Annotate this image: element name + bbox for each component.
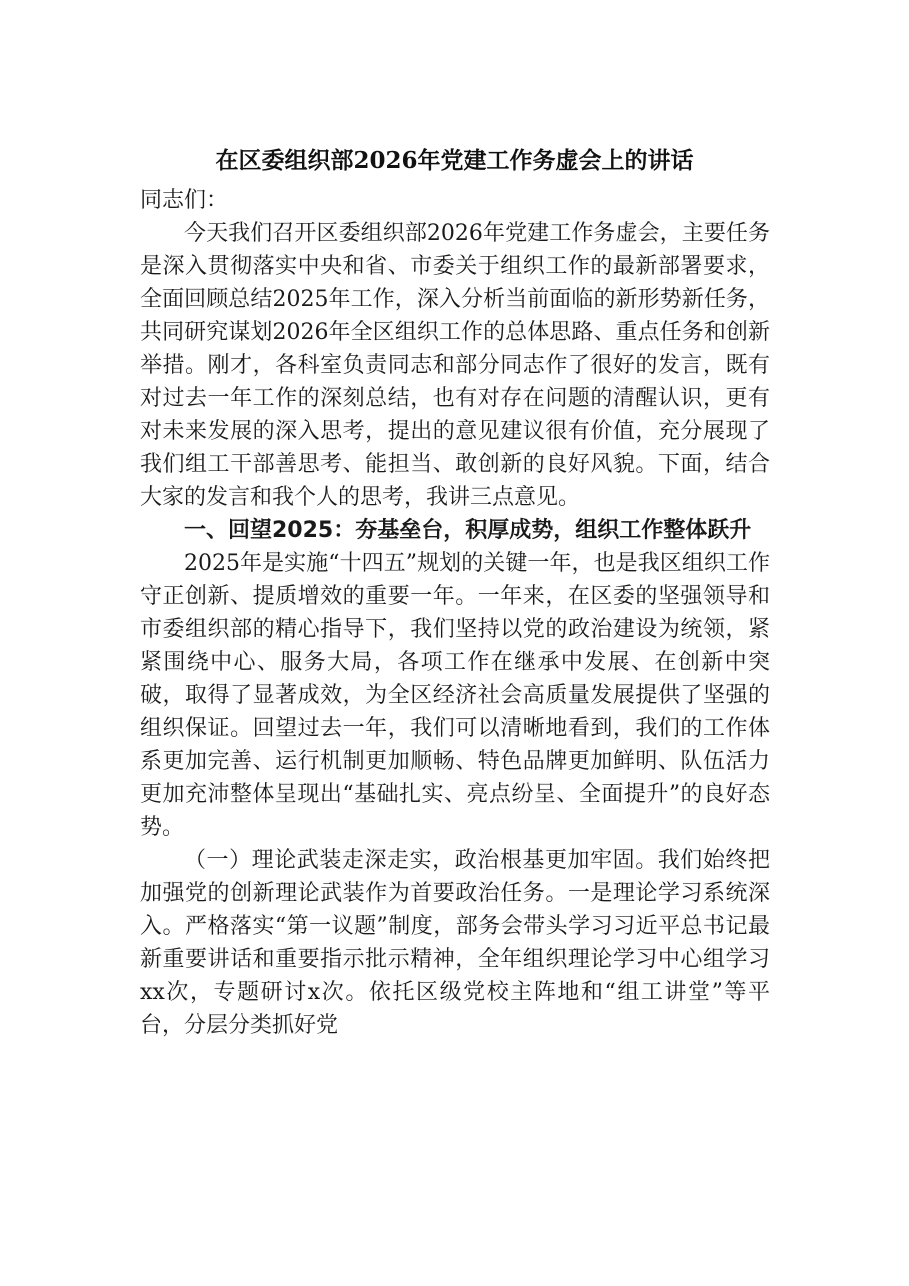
intro-paragraph: 今天我们召开区委组织部2026年党建工作务虚会，主要任务是深入贯彻落实中央和省、市委关于组织工作的最新部署要求，全面回顾总结2025年工作，深入分析当前面临的新形势新任务，共同研究谋划2026年全区组织工作的总体思路、重点任务和创新举措。刚才，各科室负责同志和部分同志作了很好的发言，既有对过去一年工作的深刻总结，也有对存在问题的清醒认识，更有对未来发展的深入思考，提出的意见建议很有价值，充分展现了我们组工干部善思考、能担当、敢创新的良好风貌。下面，结合大家的发言和我个人的思考，我讲三点意见。: [140, 221, 770, 510]
section-heading: 一、回望2025：夯基垒台，积厚成势，组织工作整体跃升: [184, 518, 752, 543]
document-title: 在区委组织部2026年党建工作务虚会上的讲话: [215, 147, 694, 174]
section-paragraph: 2025年是实施“十四五”规划的关键一年，也是我区组织工作守正创新、提质增效的重要一年。一年来，在区委的坚强领导和市委组织部的精心指导下，我们坚持以党的政治建设为统领，紧紧围绕中心、服务大局，各项工作在继承中发展、在创新中突破，取得了显著成效，为全区经济社会高质量发展提供了坚强的组织保证。回望过去一年，我们可以清晰地看到，我们的工作体系更加完善、运行机制更加顺畅、特色品牌更加鲜明、队伍活力更加充沛整体呈现出“基础扎实、亮点纷呈、全面提升”的良好态势。: [140, 551, 770, 840]
document-body: [140, 180, 770, 1042]
salutation: 同志们：: [140, 188, 229, 213]
subsection-paragraph: （一）理论武装走深走实，政治根基更加牢固。我们始终把加强党的创新理论武装作为首要政治任务。一是理论学习系统深入。严格落实“第一议题”制度，部务会带头学习习近平总书记最新重要讲话和重要指示批示精神，全年组织理论学习中心组学习xx次，专题研讨x次。依托区级党校主阵地和“组工讲堂”等平台，分层分类抓好党: [140, 848, 770, 1038]
